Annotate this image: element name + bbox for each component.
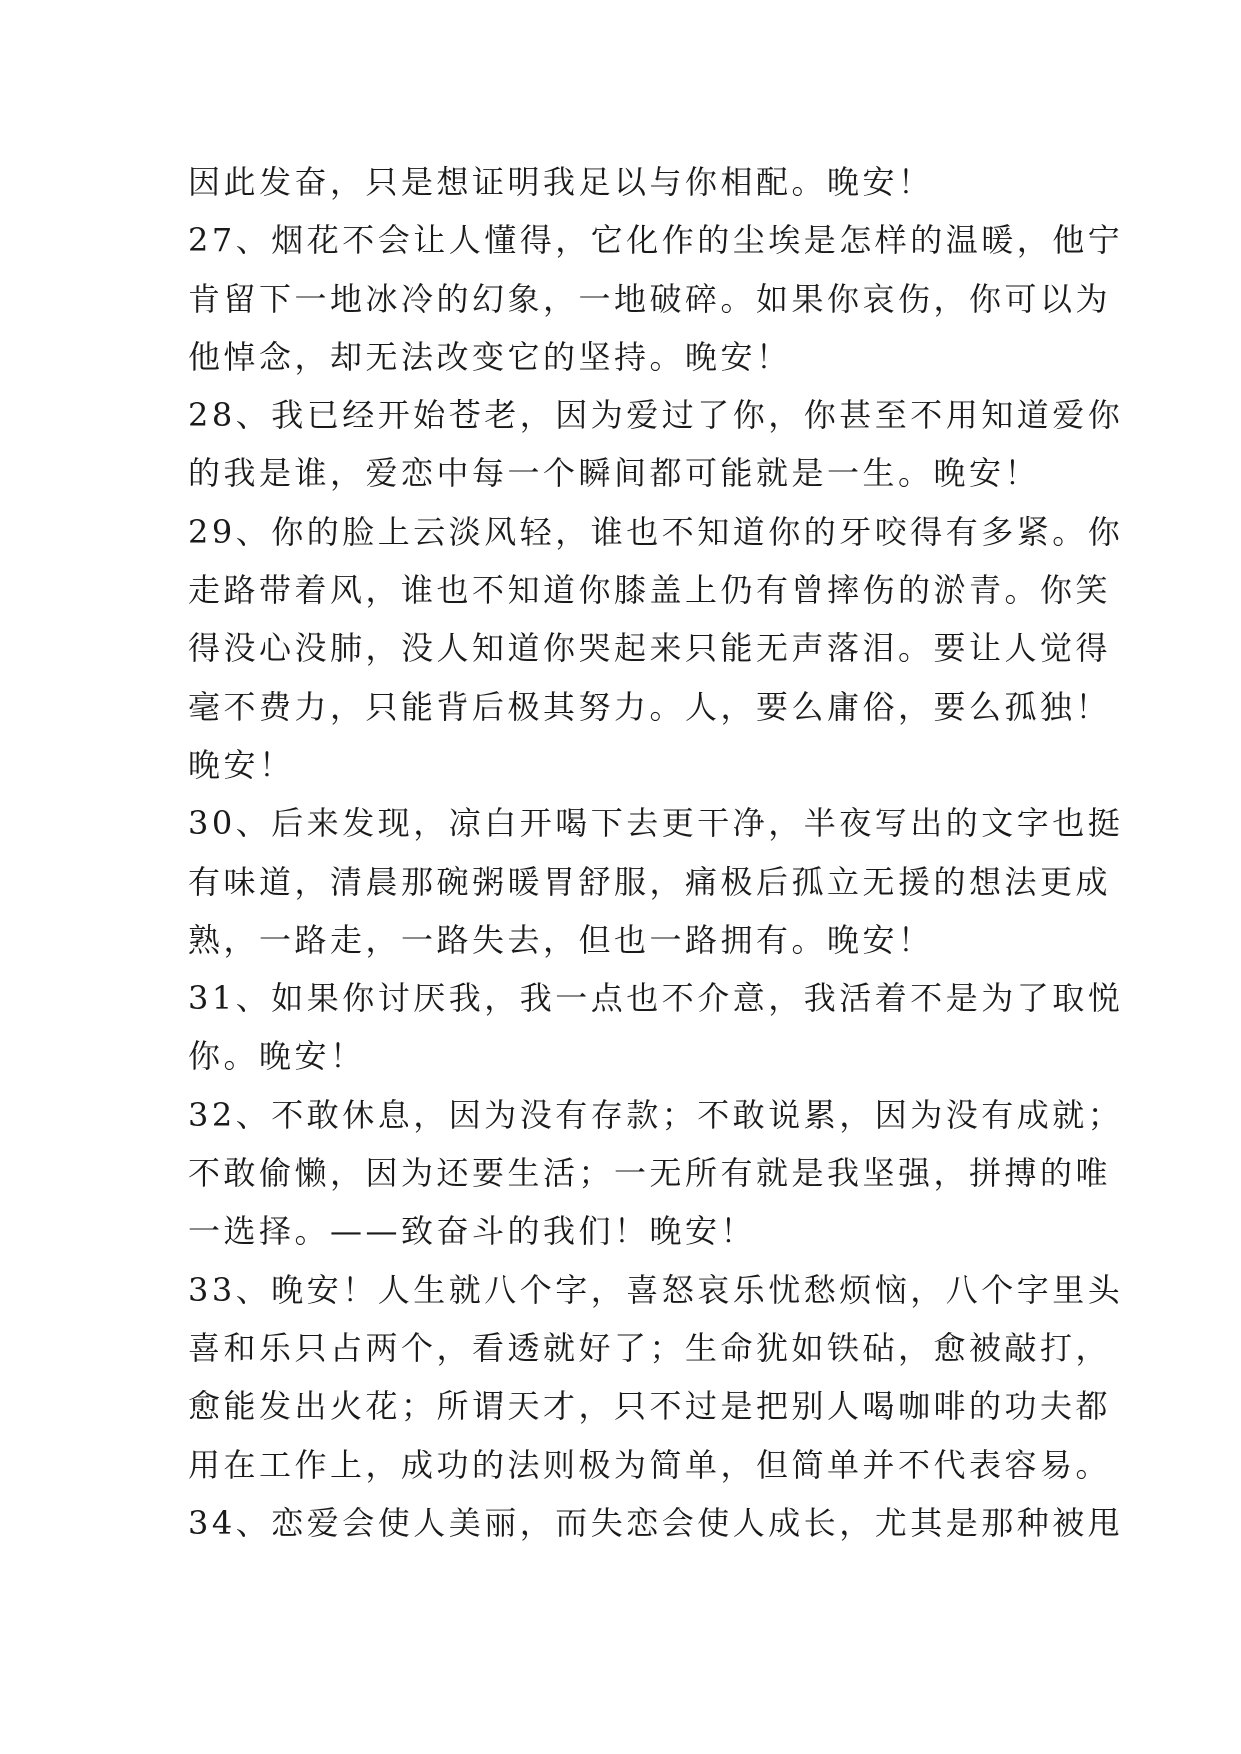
text-line: 毫不费力，只能背后极其努力。人，要么庸俗，要么孤独！ <box>188 687 1112 726</box>
text-line: 晚安！ <box>188 745 295 784</box>
text-line: 的我是谁，爱恋中每一个瞬间都可能就是一生。晚安！ <box>188 454 1041 493</box>
text-line: 27、烟花不会让人懂得，它化作的尘埃是怎样的温暖，他宁 <box>188 221 1124 260</box>
text-line: 32、不敢休息，因为没有存款；不敢说累，因为没有成就； <box>188 1095 1124 1134</box>
text-line: 肯留下一地冰冷的幻象，一地破碎。如果你哀伤，你可以为 <box>188 279 1112 318</box>
text-line: 你。晚安！ <box>188 1037 366 1076</box>
text-line: 愈能发出火花；所谓天才，只不过是把别人喝咖啡的功夫都 <box>188 1387 1112 1426</box>
text-line: 得没心没肺，没人知道你哭起来只能无声落泪。要让人觉得 <box>188 629 1112 668</box>
text-line: 走路带着风，谁也不知道你膝盖上仍有曾摔伤的淤青。你笑 <box>188 571 1112 610</box>
text-line: 33、晚安！人生就八个字，喜怒哀乐忧愁烦恼，八个字里头 <box>188 1270 1124 1309</box>
text-line: 31、如果你讨厌我，我一点也不介意，我活着不是为了取悦 <box>188 979 1124 1018</box>
text-line: 一选择。——致奋斗的我们！晚安！ <box>188 1212 757 1251</box>
text-line: 他悼念，却无法改变它的坚持。晚安！ <box>188 337 792 376</box>
text-line: 因此发奋，只是想证明我足以与你相配。晚安！ <box>188 163 934 201</box>
text-line: 34、恋爱会使人美丽，而失恋会使人成长，尤其是那种被甩 <box>188 1503 1124 1542</box>
text-line: 29、你的脸上云淡风轻，谁也不知道你的牙咬得有多紧。你 <box>188 512 1124 551</box>
text-line: 不敢偷懒，因为还要生活；一无所有就是我坚强，拼搏的唯 <box>188 1154 1112 1193</box>
text-line: 有味道，清晨那碗粥暖胃舒服，痛极后孤立无援的想法更成 <box>188 862 1112 901</box>
body-text <box>188 153 1124 1552</box>
text-line: 28、我已经开始苍老，因为爱过了你，你甚至不用知道爱你 <box>188 396 1124 435</box>
text-line: 喜和乐只占两个，看透就好了；生命犹如铁砧，愈被敲打， <box>188 1328 1112 1367</box>
text-line: 用在工作上，成功的法则极为简单，但简单并不代表容易。 <box>188 1445 1112 1484</box>
text-line: 30、后来发现，凉白开喝下去更干净，半夜写出的文字也挺 <box>188 804 1124 843</box>
text-line: 熟，一路走，一路失去，但也一路拥有。晚安！ <box>188 920 934 959</box>
